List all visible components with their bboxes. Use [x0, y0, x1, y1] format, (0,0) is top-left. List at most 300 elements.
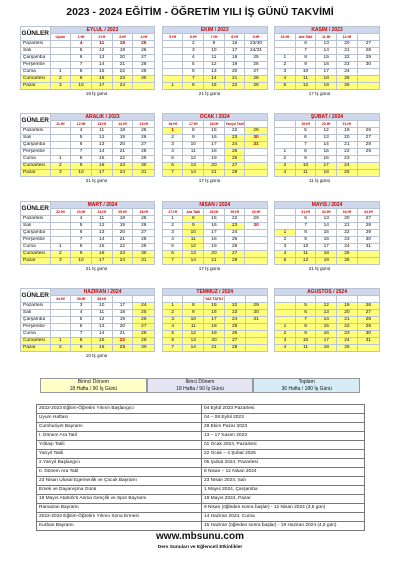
- date-cell: 23/30: [245, 41, 267, 48]
- event-date: 13 – 17 Kasım 2023: [202, 432, 365, 441]
- month-name: AĞUSTOS / 2024: [275, 289, 380, 296]
- date-cell: 28: [133, 237, 155, 244]
- date-cell: 12: [91, 223, 112, 230]
- date-cell: 15: [204, 303, 225, 310]
- week-label: 36.Hf: [91, 296, 112, 303]
- summary-first-term: Birinci Dönem 18 Hafta / 90 İş Günü: [40, 378, 147, 393]
- date-cell: 7: [71, 149, 92, 156]
- week-label: [357, 121, 379, 128]
- date-cell: 25: [245, 55, 267, 62]
- date-cell: [162, 41, 183, 48]
- date-cell: 19: [337, 128, 358, 135]
- date-cell: 19: [316, 258, 337, 265]
- event-row: [37, 513, 365, 522]
- date-cell: 19: [112, 317, 133, 324]
- date-cell: 15: [316, 149, 337, 156]
- date-cell: 10: [183, 230, 204, 237]
- date-cell: 20: [112, 142, 133, 149]
- date-cell: 3: [71, 303, 92, 310]
- date-cell: 7: [295, 317, 316, 324]
- date-cell: 8: [183, 216, 204, 223]
- date-cell: 7: [295, 48, 316, 55]
- event-name: Yarıyıl Tatili: [37, 450, 202, 459]
- date-cell: 14: [316, 317, 337, 324]
- date-cell: 26: [224, 244, 245, 251]
- event-row: [37, 486, 365, 495]
- date-cell: 12: [316, 303, 337, 310]
- week-label: 27.Hf: [162, 209, 183, 216]
- date-cell: [50, 237, 71, 244]
- week-label: [357, 34, 379, 41]
- day-name: Perşembe: [21, 237, 51, 244]
- week-label: 2.Hf: [91, 34, 112, 41]
- date-cell: 14: [91, 149, 112, 156]
- date-cell: 12: [295, 83, 316, 90]
- column-gap: [267, 202, 274, 265]
- date-cell: 22: [112, 338, 133, 345]
- date-cell: 25: [337, 345, 358, 352]
- day-name: Cumartesi: [21, 251, 51, 258]
- date-cell: 14: [183, 345, 204, 352]
- column-gap: [155, 114, 162, 177]
- date-cell: 12: [91, 135, 112, 142]
- date-cell: 4: [274, 170, 295, 177]
- date-cell: 8: [71, 156, 92, 163]
- date-cell: 1: [50, 156, 71, 163]
- event-date: 15 Haziran (öğleden sonra başlar) - 19 Haziran 2024 (4,5 gün): [202, 522, 365, 531]
- date-cell: 10: [295, 163, 316, 170]
- week-label: 20.Hf: [316, 121, 337, 128]
- date-cell: 12: [316, 128, 337, 135]
- event-row: [37, 432, 365, 441]
- column-gap: [155, 289, 162, 352]
- date-cell: 14: [91, 237, 112, 244]
- event-name: Yılbaşı Tatili: [37, 441, 202, 450]
- date-cell: [274, 128, 295, 135]
- date-cell: 4: [275, 345, 296, 352]
- date-cell: [245, 156, 267, 163]
- day-name: Çarşamba: [21, 317, 51, 324]
- date-cell: 22: [224, 216, 245, 223]
- day-name: Pazar: [21, 83, 51, 90]
- date-cell: 27: [133, 230, 155, 237]
- event-date: 8 Nisan – 12 Nisan 2024: [202, 468, 365, 477]
- date-cell: 7: [295, 142, 316, 149]
- date-cell: 2: [162, 223, 183, 230]
- date-cell: 13: [316, 310, 337, 317]
- date-cell: 5: [162, 244, 183, 251]
- date-cell: 24: [337, 244, 358, 251]
- date-cell: 29: [357, 149, 379, 156]
- date-cell: 24: [224, 142, 245, 149]
- date-cell: 3: [275, 338, 296, 345]
- date-cell: 15: [204, 128, 225, 135]
- date-cell: 2: [50, 345, 71, 352]
- date-cell: [50, 149, 71, 156]
- week-label: Yarıyıl Tatil: [225, 122, 244, 126]
- workday-total: 21 İş günü: [198, 91, 221, 96]
- site-subtitle: Ders Sunuları ve Eğlenceli Etkinlikler: [157, 545, 243, 550]
- date-cell: [357, 163, 379, 170]
- date-cell: 12: [183, 331, 204, 338]
- date-cell: [357, 76, 379, 83]
- date-cell: 18: [204, 237, 225, 244]
- date-cell: 20: [337, 135, 358, 142]
- date-cell: 5: [295, 303, 316, 310]
- week-label: 18.Hf: [204, 121, 225, 128]
- event-row: [37, 450, 365, 459]
- date-cell: 3: [162, 317, 183, 324]
- date-cell: 27: [133, 324, 155, 331]
- week-label: 7.Hf: [204, 34, 225, 41]
- day-name: Salı: [21, 223, 51, 230]
- date-cell: 23: [224, 310, 245, 317]
- date-cell: [50, 142, 71, 149]
- date-cell: [50, 230, 71, 237]
- week-label: 5.Hf: [162, 34, 183, 41]
- date-cell: 2: [275, 237, 296, 244]
- date-cell: 26: [224, 331, 245, 338]
- week-label: 29.Hf: [224, 209, 245, 216]
- date-cell: [357, 170, 379, 177]
- date-cell: 23: [337, 156, 358, 163]
- date-cell: 7: [71, 62, 92, 69]
- event-name: 2.Yarıyıl Başlangıcı: [37, 459, 202, 468]
- week-label: 6.Hf: [183, 34, 204, 41]
- date-cell: 5: [275, 83, 296, 90]
- date-cell: 25: [337, 76, 358, 83]
- date-cell: 10: [183, 142, 204, 149]
- event-name: II. Dönem Ara Tatil: [37, 468, 202, 477]
- date-cell: 24: [112, 258, 133, 265]
- date-cell: 6: [183, 69, 204, 76]
- month-name: KASIM / 2023: [275, 27, 380, 34]
- date-cell: 31: [245, 142, 267, 149]
- date-cell: 4: [183, 55, 204, 62]
- date-cell: 25: [337, 170, 358, 177]
- date-cell: 18: [316, 251, 337, 258]
- date-cell: 26: [337, 258, 358, 265]
- date-cell: 9: [71, 251, 92, 258]
- date-cell: 2: [275, 62, 296, 69]
- event-row: [37, 468, 365, 477]
- date-cell: 11: [91, 310, 112, 317]
- date-cell: 16: [91, 345, 112, 352]
- date-cell: 3: [162, 230, 183, 237]
- site-url[interactable]: www.mbsunu.com: [156, 531, 244, 542]
- event-name: 23 Nisan Ulusal Egemenlik ve Çocuk Bayramı: [37, 477, 202, 486]
- day-name: Perşembe: [21, 149, 51, 156]
- date-cell: 14: [316, 48, 337, 55]
- date-cell: 5: [162, 156, 183, 163]
- day-name: Salı: [21, 135, 51, 142]
- date-cell: 9: [71, 163, 92, 170]
- date-cell: 30: [245, 310, 267, 317]
- date-cell: 27: [357, 135, 379, 142]
- date-cell: 1: [50, 244, 71, 251]
- workday-totals: [20, 90, 380, 97]
- event-date: 9 Nisan (öğleden sonra başlar) - 12 Nisan 2024 (3,5 gün): [202, 504, 365, 513]
- date-cell: 22: [112, 244, 133, 251]
- date-cell: 19: [337, 303, 358, 310]
- day-name: Çarşamba: [21, 55, 51, 62]
- date-cell: 17: [316, 69, 337, 76]
- date-cell: 27: [224, 338, 245, 345]
- date-cell: 4: [275, 251, 296, 258]
- week-label: 14.Hf: [112, 121, 133, 128]
- date-cell: 2: [50, 251, 71, 258]
- date-cell: 11: [295, 76, 316, 83]
- day-name: Çarşamba: [21, 142, 51, 149]
- month-name: TEMMUZ / 2024: [162, 289, 267, 296]
- date-cell: 17: [204, 230, 225, 237]
- date-cell: 27: [133, 55, 155, 62]
- date-cell: 23: [337, 331, 358, 338]
- date-cell: 14: [183, 258, 204, 265]
- date-cell: 8: [71, 69, 92, 76]
- date-cell: 16: [316, 156, 337, 163]
- week-label: 33.Hf: [337, 209, 358, 216]
- date-cell: [50, 135, 71, 142]
- date-cell: 28: [357, 223, 379, 230]
- date-cell: 17: [316, 338, 337, 345]
- date-cell: 21: [112, 237, 133, 244]
- date-cell: 7: [295, 223, 316, 230]
- date-cell: 10: [71, 83, 92, 90]
- week-label: [275, 296, 296, 303]
- date-cell: 6: [162, 163, 183, 170]
- week-label: [357, 296, 379, 303]
- day-name: Cuma: [21, 331, 51, 338]
- date-cell: 2: [183, 41, 204, 48]
- date-cell: 3: [275, 244, 296, 251]
- event-name: I. Dönem Ara Tatil: [37, 432, 202, 441]
- date-cell: 30: [133, 345, 155, 352]
- day-name: Pazartesi: [21, 41, 51, 48]
- date-cell: 6: [295, 41, 316, 48]
- date-cell: 22: [337, 149, 358, 156]
- event-row: [37, 522, 365, 531]
- date-cell: 29: [133, 156, 155, 163]
- date-cell: 7: [71, 331, 92, 338]
- column-gap: [155, 202, 162, 265]
- workday-total: 21 İş günü: [308, 266, 331, 271]
- date-cell: 21: [112, 331, 133, 338]
- date-cell: 20: [337, 41, 358, 48]
- date-cell: 9: [295, 331, 316, 338]
- event-name: Emek ve Dayanışma Günü: [37, 486, 202, 495]
- date-cell: 18: [112, 128, 133, 135]
- event-date: 14 Haziran 2024, Cuma: [202, 513, 365, 522]
- date-cell: 13: [91, 324, 112, 331]
- date-cell: 15: [91, 338, 112, 345]
- date-cell: 10: [295, 244, 316, 251]
- date-cell: 7: [162, 170, 183, 177]
- day-name: Cuma: [21, 69, 51, 76]
- date-cell: 14: [204, 76, 225, 83]
- date-cell: 29: [245, 128, 267, 135]
- date-cell: 13: [91, 142, 112, 149]
- gunler-label: GÜNLER: [21, 202, 51, 216]
- date-cell: 28: [133, 331, 155, 338]
- date-cell: 2: [274, 156, 295, 163]
- date-cell: 3: [274, 163, 295, 170]
- date-cell: 27: [245, 69, 267, 76]
- day-name: Cumartesi: [21, 163, 51, 170]
- date-cell: [50, 310, 71, 317]
- date-cell: 16: [316, 331, 337, 338]
- date-cell: 9: [295, 156, 316, 163]
- column-gap: [267, 27, 274, 90]
- date-cell: 18: [316, 170, 337, 177]
- date-cell: 23: [224, 223, 245, 230]
- event-name: 19 Mayıs Atatürk'ü Anma Gençlik ve Spor Bayramı: [37, 495, 202, 504]
- date-cell: 9: [183, 223, 204, 230]
- date-cell: 18: [204, 324, 225, 331]
- date-cell: 25: [224, 149, 245, 156]
- date-cell: 25: [133, 216, 155, 223]
- date-cell: 23: [337, 62, 358, 69]
- date-cell: 29: [245, 83, 267, 90]
- date-cell: 21: [337, 48, 358, 55]
- date-cell: 2: [50, 76, 71, 83]
- week-label: 26.Hf: [133, 209, 155, 216]
- event-date: 05 Şubat 2024, Pazartesi: [202, 459, 365, 468]
- week-label: Ara Tatil: [183, 209, 204, 216]
- date-cell: 18: [112, 216, 133, 223]
- date-cell: 12: [295, 258, 316, 265]
- calendar-group: [20, 288, 380, 359]
- column-gap: [155, 27, 162, 90]
- week-label: 15.Hf: [133, 121, 155, 128]
- workday-total: 11 İş günü: [308, 178, 331, 183]
- date-cell: 20: [112, 55, 133, 62]
- date-cell: 24: [337, 338, 358, 345]
- week-label: 24.Hf: [91, 209, 112, 216]
- date-cell: 21: [204, 170, 225, 177]
- date-cell: 9: [71, 345, 92, 352]
- week-label: Uyum: [50, 34, 71, 41]
- date-cell: 20: [337, 310, 358, 317]
- event-name: 2022-2023 Eğitim-Öğretim Yılının Başlangıcı: [37, 405, 202, 414]
- date-cell: 29: [133, 338, 155, 345]
- date-cell: [162, 55, 183, 62]
- week-label: 17.Hf: [183, 121, 204, 128]
- event-date: 22 Ocak – 4 Şubat 2025: [202, 450, 365, 459]
- date-cell: 9: [183, 310, 204, 317]
- month-name: ŞUBAT / 2024: [274, 114, 379, 121]
- week-label: [224, 296, 245, 303]
- date-cell: [357, 251, 379, 258]
- date-cell: 13: [91, 230, 112, 237]
- date-cell: 22: [112, 69, 133, 76]
- event-row: [37, 459, 365, 468]
- week-label: [295, 296, 316, 303]
- date-cell: 17: [316, 163, 337, 170]
- week-label: 32.Hf: [316, 209, 337, 216]
- date-cell: 6: [162, 338, 183, 345]
- date-cell: 24: [224, 230, 245, 237]
- date-cell: 21: [204, 345, 225, 352]
- date-cell: 18: [316, 76, 337, 83]
- week-label: [245, 121, 267, 128]
- date-cell: 28: [224, 345, 245, 352]
- day-name: Cumartesi: [21, 76, 51, 83]
- date-cell: 28: [357, 48, 379, 55]
- date-cell: 22: [337, 230, 358, 237]
- date-cell: 10: [71, 258, 92, 265]
- day-name: Cuma: [21, 244, 51, 251]
- events-table: [36, 404, 365, 531]
- date-cell: [245, 338, 267, 345]
- day-name: Çarşamba: [21, 230, 51, 237]
- event-date: 23 Nisan 2024, Salı: [202, 477, 365, 486]
- date-cell: 8: [295, 324, 316, 331]
- date-cell: 28: [224, 170, 245, 177]
- date-cell: 6: [295, 135, 316, 142]
- date-cell: 13: [183, 338, 204, 345]
- workday-total: [266, 352, 373, 359]
- date-cell: [50, 48, 71, 55]
- date-cell: 21: [337, 223, 358, 230]
- date-cell: [357, 83, 379, 90]
- date-cell: 25: [133, 128, 155, 135]
- date-cell: 24: [112, 83, 133, 90]
- date-cell: [162, 69, 183, 76]
- date-cell: 21: [224, 76, 245, 83]
- date-cell: 29: [245, 303, 267, 310]
- date-cell: [50, 128, 71, 135]
- date-cell: 13: [183, 251, 204, 258]
- date-cell: 26: [133, 223, 155, 230]
- date-cell: 19: [204, 331, 225, 338]
- date-cell: [50, 303, 71, 310]
- date-cell: 5: [71, 135, 92, 142]
- date-cell: 5: [162, 331, 183, 338]
- month-name: ARALIK / 2023: [50, 114, 155, 121]
- date-cell: [133, 83, 155, 90]
- week-label: 34.Hf: [50, 296, 71, 303]
- day-name: Cuma: [21, 156, 51, 163]
- date-cell: 31: [357, 244, 379, 251]
- week-label: 4.Hf: [133, 34, 155, 41]
- date-cell: 20: [224, 69, 245, 76]
- date-cell: [274, 142, 295, 149]
- date-cell: 18: [112, 310, 133, 317]
- week-label: [162, 296, 183, 303]
- date-cell: 14: [183, 170, 204, 177]
- date-cell: 22: [224, 83, 245, 90]
- date-cell: [245, 345, 267, 352]
- page-title: 2023 - 2024 EĞİTİM - ÖĞRETİM YILI İŞ GÜNÜ TAKVİMİ: [66, 6, 334, 18]
- date-cell: 24: [133, 303, 155, 310]
- date-cell: 25: [133, 310, 155, 317]
- date-cell: 28: [133, 62, 155, 69]
- date-cell: 22: [112, 156, 133, 163]
- date-cell: 19: [112, 48, 133, 55]
- date-cell: 19: [112, 223, 133, 230]
- date-cell: 22: [337, 324, 358, 331]
- date-cell: 31: [357, 338, 379, 345]
- calendar-group: [20, 26, 380, 97]
- date-cell: 17: [112, 303, 133, 310]
- event-row: [37, 441, 365, 450]
- date-cell: 3: [275, 69, 296, 76]
- date-cell: 16: [91, 76, 112, 83]
- month-name: HAZİRAN / 2024: [50, 289, 155, 296]
- gunler-label: GÜNLER: [21, 114, 51, 128]
- gunler-label: GÜNLER: [21, 289, 51, 303]
